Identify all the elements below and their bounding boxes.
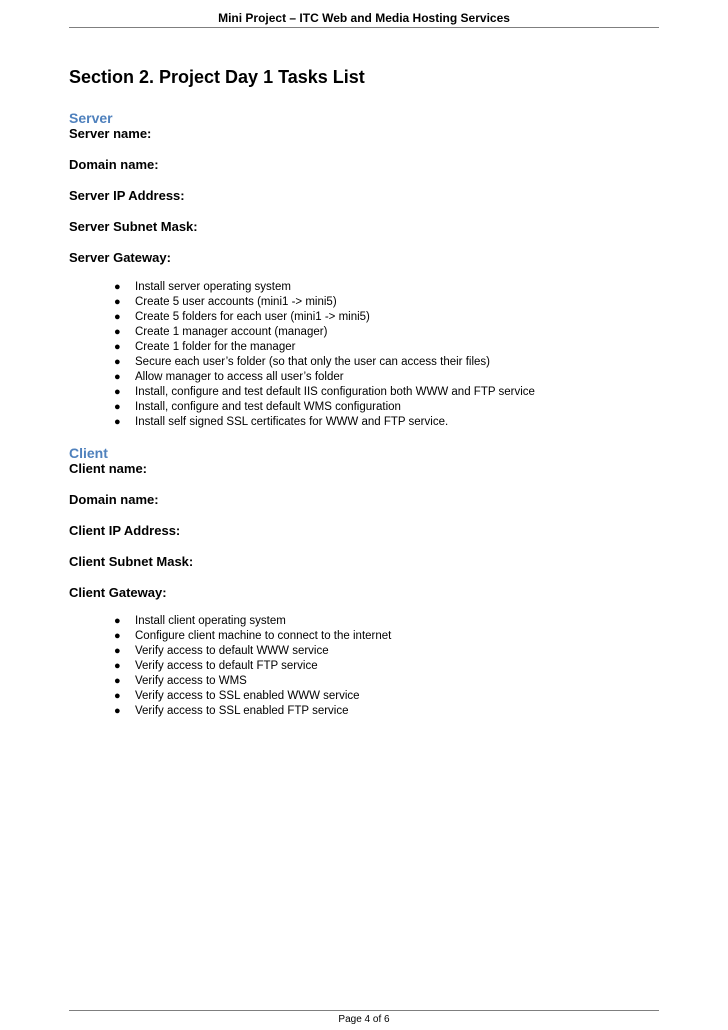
task-text: Verify access to SSL enabled WWW service: [135, 690, 360, 702]
bullet-icon: ●: [114, 416, 121, 428]
task-text: Create 1 folder for the manager: [135, 341, 296, 353]
task-text: Install self signed SSL certificates for WWW and FTP service.: [135, 416, 449, 428]
task-text: Install, configure and test default WMS configuration: [135, 401, 401, 413]
bullet-icon: ●: [114, 690, 121, 702]
list-item: [69, 325, 669, 340]
server-name-label: Server name:: [69, 126, 152, 141]
list-item: [69, 385, 669, 400]
bullet-icon: ●: [114, 326, 121, 338]
server-ip-label: Server IP Address:: [69, 188, 185, 203]
bullet-icon: ●: [114, 675, 121, 687]
task-text: Create 1 manager account (manager): [135, 326, 328, 338]
task-text: Install server operating system: [135, 281, 291, 293]
task-text: Secure each user’s folder (so that only the user can access their files): [135, 356, 490, 368]
client-task-list: [69, 614, 669, 719]
server-heading: Server: [69, 110, 113, 126]
bullet-icon: ●: [114, 401, 121, 413]
list-item: [69, 415, 669, 430]
bullet-icon: ●: [114, 386, 121, 398]
bullet-icon: ●: [114, 660, 121, 672]
bullet-icon: ●: [114, 705, 121, 717]
client-heading: Client: [69, 445, 108, 461]
task-text: Verify access to default FTP service: [135, 660, 318, 672]
header-divider: [69, 27, 659, 28]
list-item: [69, 310, 669, 325]
bullet-icon: ●: [114, 356, 121, 368]
list-item: [69, 704, 669, 719]
list-item: [69, 340, 669, 355]
task-text: Install, configure and test default IIS configuration both WWW and FTP service: [135, 386, 535, 398]
list-item: [69, 629, 669, 644]
task-text: Verify access to WMS: [135, 675, 247, 687]
page-title: Section 2. Project Day 1 Tasks List: [69, 67, 365, 87]
task-text: Install client operating system: [135, 615, 286, 627]
server-section: [69, 110, 669, 265]
client-name-label: Client name:: [69, 461, 148, 476]
page-number: Page 4 of 6: [338, 1014, 390, 1025]
list-item: [69, 370, 669, 385]
task-text: Create 5 folders for each user (mini1 -> mini5): [135, 311, 370, 323]
bullet-icon: ●: [114, 645, 121, 657]
list-item: [69, 400, 669, 415]
task-text: Allow manager to access all user’s folder: [135, 371, 344, 383]
bullet-icon: ●: [114, 311, 121, 323]
server-task-list: [69, 280, 669, 430]
list-item: [69, 280, 669, 295]
bullet-icon: ●: [114, 281, 121, 293]
client-gateway-label: Client Gateway:: [69, 585, 167, 600]
client-section: [69, 445, 669, 600]
bullet-icon: ●: [114, 371, 121, 383]
task-text: Verify access to default WWW service: [135, 645, 329, 657]
server-subnet-label: Server Subnet Mask:: [69, 219, 198, 234]
client-subnet-label: Client Subnet Mask:: [69, 554, 194, 569]
task-text: Verify access to SSL enabled FTP service: [135, 705, 349, 717]
bullet-icon: ●: [114, 296, 121, 308]
list-item: [69, 674, 669, 689]
page-header: Mini Project – ITC Web and Media Hosting Services: [218, 11, 510, 25]
task-text: Create 5 user accounts (mini1 -> mini5): [135, 296, 337, 308]
task-text: Configure client machine to connect to the internet: [135, 630, 392, 642]
client-ip-label: Client IP Address:: [69, 523, 181, 538]
footer-divider: [69, 1010, 659, 1011]
bullet-icon: ●: [114, 615, 121, 627]
list-item: [69, 644, 669, 659]
list-item: [69, 614, 669, 629]
client-domain-label: Domain name:: [69, 492, 159, 507]
server-domain-label: Domain name:: [69, 157, 159, 172]
list-item: [69, 355, 669, 370]
bullet-icon: ●: [114, 341, 121, 353]
list-item: [69, 689, 669, 704]
bullet-icon: ●: [114, 630, 121, 642]
server-gateway-label: Server Gateway:: [69, 250, 171, 265]
list-item: [69, 295, 669, 310]
list-item: [69, 659, 669, 674]
